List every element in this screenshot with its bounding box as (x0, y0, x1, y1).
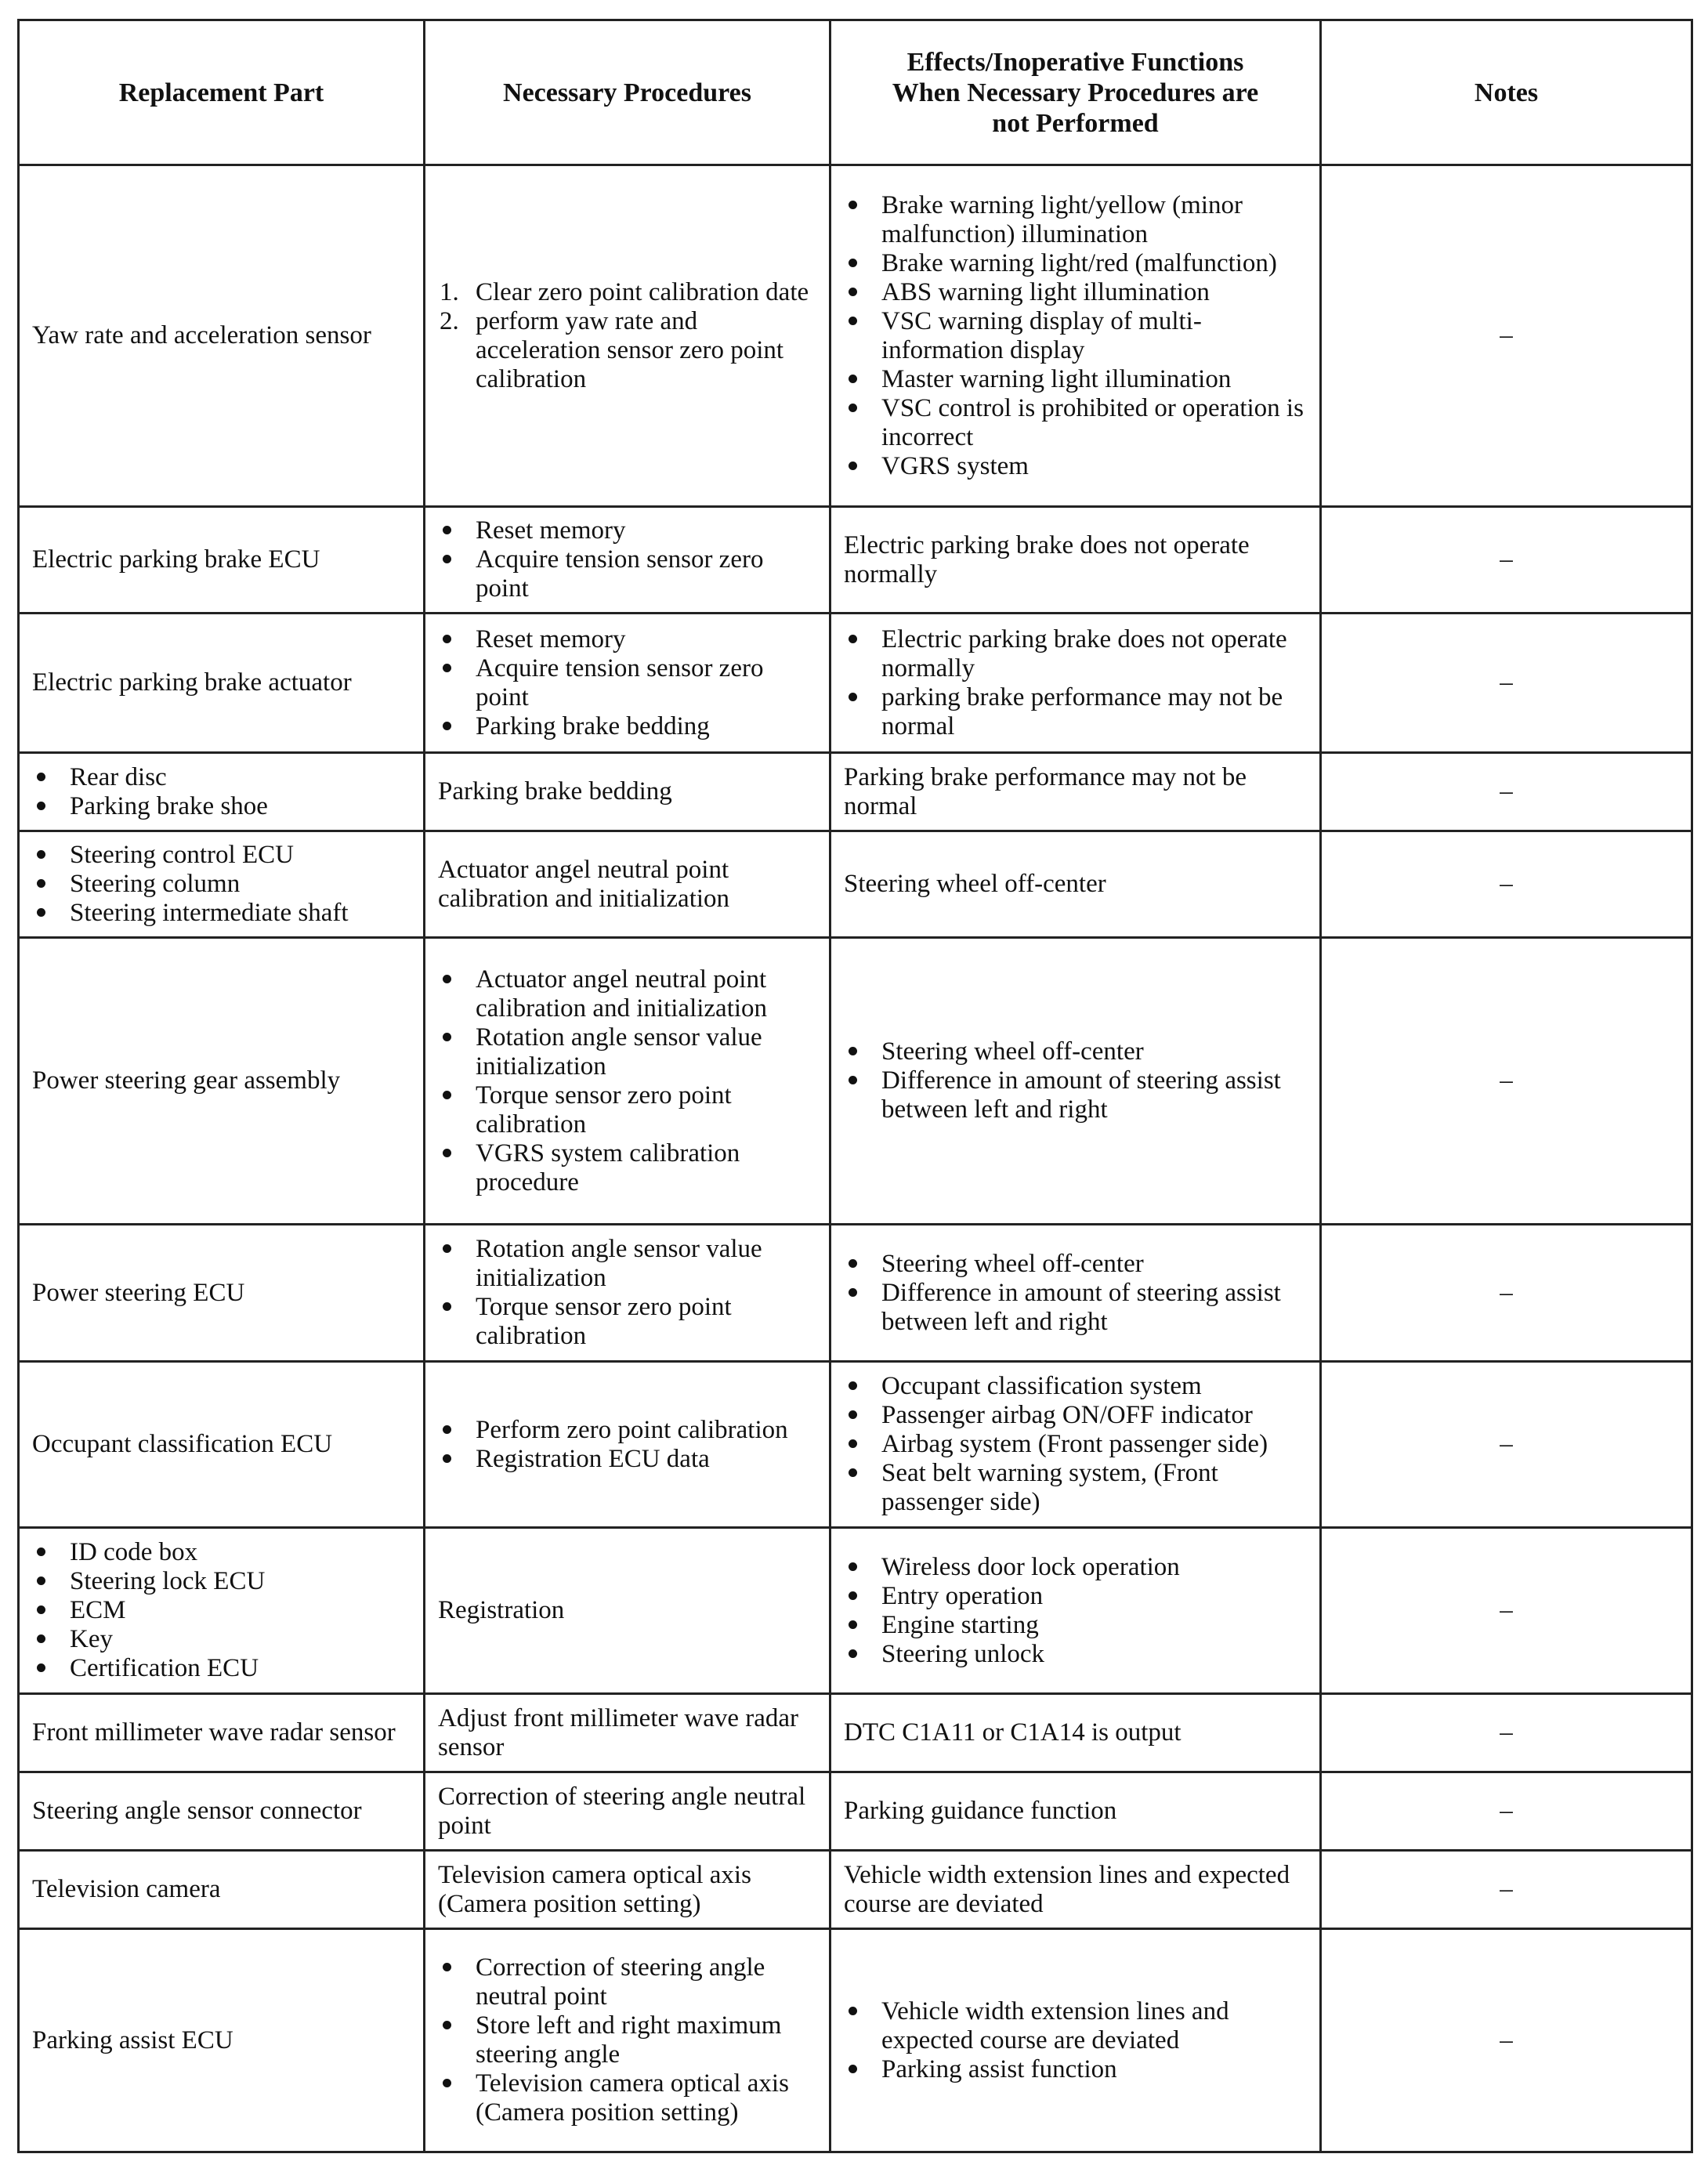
list-item: ID code box (32, 1538, 411, 1567)
list-item: Seat belt warning system, (Front passenger side) (844, 1459, 1307, 1517)
cell-procedures (425, 938, 830, 1225)
list-item: Torque sensor zero point calibration (438, 1081, 816, 1139)
list-item: Parking brake bedding (438, 712, 816, 741)
list-item: Brake warning light/red (malfunction) (844, 249, 1307, 278)
cell-notes: – (1321, 1929, 1692, 2152)
list-item: Steering wheel off-center (844, 1250, 1307, 1279)
cell-notes: – (1321, 614, 1692, 753)
list-item: Acquire tension sensor zero point (438, 654, 816, 712)
list-item: Registration ECU data (438, 1445, 816, 1474)
cell-part: Yaw rate and acceleration sensor (19, 165, 425, 507)
cell-notes: – (1321, 1851, 1692, 1929)
cell-part: Steering angle sensor connector (19, 1772, 425, 1851)
cell-procedures: Correction of steering angle neutral point (425, 1772, 830, 1851)
cell-effects: DTC C1A11 or C1A14 is output (830, 1694, 1321, 1772)
cell-notes: – (1321, 1694, 1692, 1772)
list-item: ABS warning light illumination (844, 278, 1307, 307)
list-item: Rotation angle sensor value initialization (438, 1023, 816, 1081)
cell-procedures (425, 507, 830, 614)
cell-effects (830, 1528, 1321, 1694)
table-row (19, 507, 1692, 614)
cell-notes: – (1321, 1528, 1692, 1694)
list-item: Torque sensor zero point calibration (438, 1293, 816, 1351)
cell-part: Parking assist ECU (19, 1929, 425, 2152)
cell-part: Occupant classification ECU (19, 1362, 425, 1528)
list-item: Airbag system (Front passenger side) (844, 1430, 1307, 1459)
list-item: Perform zero point calibration (438, 1416, 816, 1445)
list-item: Correction of steering angle neutral point (438, 1953, 816, 2011)
list-item: VSC control is prohibited or operation is incorrect (844, 394, 1307, 452)
table-row (19, 1362, 1692, 1528)
cell-part: Power steering gear assembly (19, 938, 425, 1225)
cell-procedures: Actuator angel neutral point calibration and initialization (425, 831, 830, 938)
cell-part: Electric parking brake actuator (19, 614, 425, 753)
cell-effects (830, 938, 1321, 1225)
cell-part (19, 753, 425, 831)
list-item: Steering unlock (844, 1640, 1307, 1669)
list-item: perform yaw rate and acceleration sensor zero point calibration (476, 306, 784, 393)
list-item: Master warning light illumination (844, 365, 1307, 394)
cell-part: Power steering ECU (19, 1225, 425, 1362)
table-row (19, 1225, 1692, 1362)
table-row (19, 1528, 1692, 1694)
cell-notes: – (1321, 1362, 1692, 1528)
table-row (19, 831, 1692, 938)
list-item: Parking brake shoe (32, 792, 411, 821)
cell-effects (830, 1362, 1321, 1528)
list-item: Engine starting (844, 1611, 1307, 1640)
header-replacement-part: Replacement Part (19, 20, 425, 165)
cell-procedures (425, 165, 830, 507)
cell-notes: – (1321, 753, 1692, 831)
list-item: Difference in amount of steering assist between left and right (844, 1066, 1307, 1124)
list-item: Vehicle width extension lines and expected course are deviated (844, 1997, 1307, 2055)
list-item: Parking assist function (844, 2055, 1307, 2084)
list-item: Steering intermediate shaft (32, 899, 411, 928)
list-item: Acquire tension sensor zero point (438, 545, 816, 603)
cell-notes: – (1321, 1225, 1692, 1362)
list-item: Reset memory (438, 625, 816, 654)
list-item: Reset memory (438, 516, 816, 545)
list-item: Brake warning light/yellow (minor malfunction) illumination (844, 191, 1307, 249)
list-item: Actuator angel neutral point calibration and initialization (438, 965, 816, 1023)
list-item: Certification ECU (32, 1654, 411, 1683)
list-item: VGRS system calibration procedure (438, 1139, 816, 1197)
list-item: Occupant classification system (844, 1372, 1307, 1401)
cell-notes: – (1321, 938, 1692, 1225)
cell-part (19, 1528, 425, 1694)
list-item: parking brake performance may not be normal (844, 683, 1307, 741)
cell-procedures: Adjust front millimeter wave radar sensor (425, 1694, 830, 1772)
list-item: Steering column (32, 870, 411, 899)
cell-notes: – (1321, 831, 1692, 938)
cell-part: Television camera (19, 1851, 425, 1929)
cell-effects (830, 165, 1321, 507)
list-item: VSC warning display of multi-information display (844, 307, 1307, 365)
list-item: Wireless door lock operation (844, 1553, 1307, 1582)
table-row (19, 1772, 1692, 1851)
table-row (19, 1929, 1692, 2152)
cell-part (19, 831, 425, 938)
list-item: Steering control ECU (32, 841, 411, 870)
header-notes: Notes (1321, 20, 1692, 165)
list-item: Electric parking brake does not operate normally (844, 625, 1307, 683)
cell-effects (830, 614, 1321, 753)
cell-procedures (425, 1225, 830, 1362)
cell-notes: – (1321, 1772, 1692, 1851)
table-row (19, 938, 1692, 1225)
cell-effects: Electric parking brake does not operate normally (830, 507, 1321, 614)
list-item: Entry operation (844, 1582, 1307, 1611)
list-item: Store left and right maximum steering angle (438, 2011, 816, 2069)
table-row (19, 614, 1692, 753)
list-item: Key (32, 1625, 411, 1654)
list-item: Steering wheel off-center (844, 1037, 1307, 1066)
table-row (19, 1851, 1692, 1929)
list-item: Steering lock ECU (32, 1567, 411, 1596)
replacement-procedures-table (17, 19, 1693, 2153)
cell-effects: Vehicle width extension lines and expected course are deviated (830, 1851, 1321, 1929)
header-effects: Effects/Inoperative Functions When Necessary Procedures are not Performed (830, 20, 1321, 165)
cell-procedures (425, 614, 830, 753)
list-item: Difference in amount of steering assist between left and right (844, 1279, 1307, 1337)
list-item: ECM (32, 1596, 411, 1625)
cell-procedures: Parking brake bedding (425, 753, 830, 831)
cell-effects: Parking brake performance may not be normal (830, 753, 1321, 831)
header-row (19, 20, 1692, 165)
cell-part: Front millimeter wave radar sensor (19, 1694, 425, 1772)
cell-procedures (425, 1362, 830, 1528)
list-item: Television camera optical axis (Camera position setting) (438, 2069, 816, 2127)
table-row (19, 165, 1692, 507)
list-item: Passenger airbag ON/OFF indicator (844, 1401, 1307, 1430)
list-item: VGRS system (844, 452, 1307, 481)
cell-procedures: Registration (425, 1528, 830, 1694)
cell-procedures (425, 1929, 830, 2152)
header-necessary-procedures: Necessary Procedures (425, 20, 830, 165)
list-item: Rotation angle sensor value initialization (438, 1235, 816, 1293)
table-row (19, 1694, 1692, 1772)
list-item: Rear disc (32, 763, 411, 792)
table-row (19, 753, 1692, 831)
cell-effects (830, 1929, 1321, 2152)
cell-part: Electric parking brake ECU (19, 507, 425, 614)
list-item: Clear zero point calibration date (476, 277, 809, 306)
cell-notes: – (1321, 165, 1692, 507)
cell-effects (830, 1225, 1321, 1362)
cell-notes: – (1321, 507, 1692, 614)
cell-procedures: Television camera optical axis (Camera position setting) (425, 1851, 830, 1929)
cell-effects: Steering wheel off-center (830, 831, 1321, 938)
cell-effects: Parking guidance function (830, 1772, 1321, 1851)
